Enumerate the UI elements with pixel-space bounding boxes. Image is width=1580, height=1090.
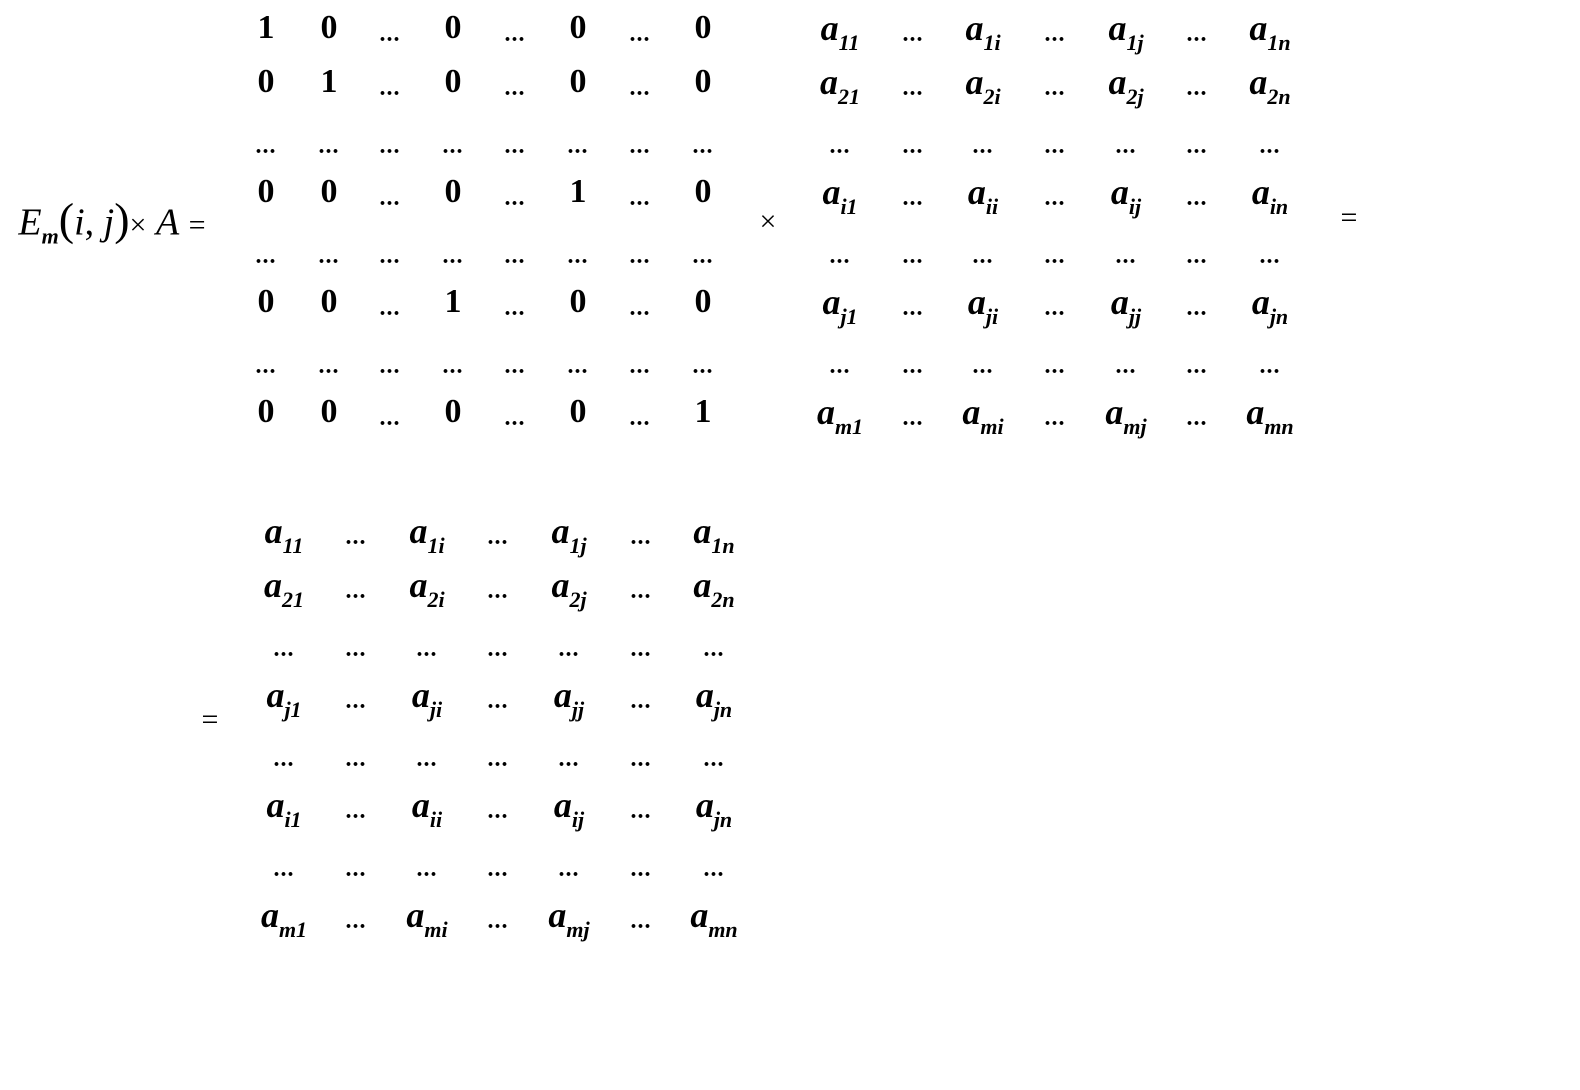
ellipsis: ... <box>558 856 580 882</box>
entry-base: a <box>965 8 984 48</box>
entry-subscript: ii <box>985 193 999 219</box>
lhs-expression <box>18 193 206 249</box>
lhs-rparen: ) <box>114 193 130 245</box>
lhs-equals: = <box>188 208 206 242</box>
ellipsis: ... <box>504 185 526 211</box>
matrix-entry <box>553 785 585 832</box>
ellipsis: ... <box>416 856 438 882</box>
entry-base: a <box>967 282 986 322</box>
entry-subscript: m1 <box>834 413 864 439</box>
ellipsis: ... <box>1044 405 1066 431</box>
matrix-entry <box>822 282 858 329</box>
entry-base: a <box>820 62 838 102</box>
matrix-entry <box>266 785 302 832</box>
matrix-entry <box>551 565 587 612</box>
entry-base: a <box>1249 62 1268 102</box>
ellipsis: ... <box>567 133 589 159</box>
entry-base: a <box>551 565 570 605</box>
matrix-entry <box>965 62 1001 109</box>
matrix-entry <box>264 511 304 558</box>
matrix-number: 0 <box>444 9 462 46</box>
ellipsis: ... <box>629 243 651 269</box>
entry-subscript: 2i <box>427 586 445 612</box>
lhs-i: i <box>74 201 85 244</box>
entry-subscript: jn <box>713 806 733 832</box>
ellipsis: ... <box>703 746 725 772</box>
matrix-number: 0 <box>569 9 587 46</box>
entry-subscript: 1j <box>1126 29 1144 55</box>
entry-base: a <box>266 675 285 715</box>
ellipsis: ... <box>345 636 367 662</box>
entry-subscript: mi <box>424 916 448 942</box>
entry-subscript: 1i <box>983 29 1001 55</box>
matrix-entry <box>1108 62 1144 109</box>
ellipsis: ... <box>487 908 509 934</box>
matrix-entry <box>1246 392 1294 439</box>
ellipsis: ... <box>442 353 464 379</box>
ellipsis: ... <box>703 636 725 662</box>
ellipsis: ... <box>902 75 924 101</box>
entry-subscript: j1 <box>840 303 858 329</box>
ellipsis: ... <box>630 798 652 824</box>
entry-subscript: jj <box>571 696 585 722</box>
ellipsis: ... <box>972 133 994 159</box>
ellipsis: ... <box>379 185 401 211</box>
matrix-number: 1 <box>569 173 587 210</box>
ellipsis: ... <box>487 578 509 604</box>
entry-base: a <box>1110 172 1129 212</box>
ellipsis: ... <box>629 21 651 47</box>
ellipsis: ... <box>416 746 438 772</box>
entry-subscript: mj <box>1123 413 1147 439</box>
ellipsis: ... <box>504 133 526 159</box>
entry-base: a <box>264 565 282 605</box>
ellipsis: ... <box>442 243 464 269</box>
matrix-number: 0 <box>569 283 587 320</box>
ellipsis: ... <box>1259 133 1281 159</box>
ellipsis: ... <box>487 636 509 662</box>
matrix-number: 0 <box>320 9 338 46</box>
matrix-entry <box>1110 172 1142 219</box>
matrix-number: 0 <box>569 63 587 100</box>
entry-subscript: j1 <box>284 696 302 722</box>
entry-subscript: 11 <box>282 532 304 558</box>
matrix-entry <box>260 895 308 942</box>
ellipsis: ... <box>902 405 924 431</box>
ellipsis: ... <box>567 243 589 269</box>
ellipsis: ... <box>629 133 651 159</box>
entry-subscript: i1 <box>284 806 302 832</box>
matrix-number: 0 <box>320 393 338 430</box>
ellipsis: ... <box>504 21 526 47</box>
entry-base: a <box>695 675 714 715</box>
matrix-number: 0 <box>257 63 275 100</box>
matrix-entry <box>1249 8 1291 55</box>
ellipsis: ... <box>442 133 464 159</box>
ellipsis: ... <box>692 133 714 159</box>
matrix-entry <box>967 282 999 329</box>
ellipsis: ... <box>487 746 509 772</box>
entry-subscript: jj <box>1128 303 1142 329</box>
entry-base: a <box>962 392 981 432</box>
matrix-number: 0 <box>694 63 712 100</box>
matrix-number: 0 <box>569 393 587 430</box>
ellipsis: ... <box>273 856 295 882</box>
entry-base: a <box>1249 8 1268 48</box>
entry-base: a <box>1251 282 1270 322</box>
ellipsis: ... <box>1044 295 1066 321</box>
ellipsis: ... <box>318 133 340 159</box>
entry-subscript: jn <box>713 696 733 722</box>
entry-base: a <box>260 895 279 935</box>
ellipsis: ... <box>558 636 580 662</box>
entry-base: a <box>553 785 572 825</box>
ellipsis: ... <box>1044 133 1066 159</box>
ellipsis: ... <box>1186 185 1208 211</box>
ellipsis: ... <box>1044 353 1066 379</box>
ellipsis: ... <box>345 746 367 772</box>
ellipsis: ... <box>902 21 924 47</box>
entry-subscript: 1n <box>711 532 735 558</box>
matrix-entry <box>695 785 733 832</box>
entry-base: a <box>822 282 841 322</box>
entry-base: a <box>1110 282 1129 322</box>
entry-base: a <box>965 62 984 102</box>
matrix-entry <box>551 511 587 558</box>
matrix-number: 0 <box>320 283 338 320</box>
lhs-lparen: ( <box>58 193 75 245</box>
entry-base: a <box>411 675 430 715</box>
ellipsis: ... <box>703 856 725 882</box>
matrix-entry <box>406 895 448 942</box>
matrix-number: 1 <box>694 393 712 430</box>
matrix-entry <box>1105 392 1147 439</box>
ellipsis: ... <box>345 908 367 934</box>
ellipsis: ... <box>630 688 652 714</box>
matrix-number: 1 <box>257 9 275 46</box>
ellipsis: ... <box>829 133 851 159</box>
matrix-number: 0 <box>257 173 275 210</box>
entry-base: a <box>548 895 567 935</box>
ellipsis: ... <box>1115 243 1137 269</box>
entry-base: a <box>1108 62 1127 102</box>
ellipsis: ... <box>255 133 277 159</box>
matrix-number: 0 <box>444 393 462 430</box>
matrix-number: 1 <box>444 283 462 320</box>
entry-base: a <box>1251 172 1270 212</box>
entry-subscript: ij <box>571 806 585 832</box>
matrix-number: 0 <box>320 173 338 210</box>
ellipsis: ... <box>1044 243 1066 269</box>
matrix-number: 0 <box>444 63 462 100</box>
ellipsis: ... <box>692 243 714 269</box>
ellipsis: ... <box>1186 133 1208 159</box>
matrix-entry <box>822 172 858 219</box>
entry-base: a <box>816 392 835 432</box>
ellipsis: ... <box>379 353 401 379</box>
entry-base: a <box>409 565 428 605</box>
entry-subscript: 2n <box>711 586 735 612</box>
lhs-A: A <box>155 201 180 244</box>
entry-base: a <box>695 785 714 825</box>
matrix-entry <box>411 785 443 832</box>
ellipsis: ... <box>1044 185 1066 211</box>
matrix-entry <box>411 675 443 722</box>
ellipsis: ... <box>829 243 851 269</box>
lhs-E-subscript: m <box>41 223 59 249</box>
ellipsis: ... <box>630 746 652 772</box>
ellipsis: ... <box>902 295 924 321</box>
matrix-entry <box>693 565 735 612</box>
entry-base: a <box>967 172 986 212</box>
ellipsis: ... <box>1186 295 1208 321</box>
ellipsis: ... <box>1259 243 1281 269</box>
entry-subscript: 1j <box>569 532 587 558</box>
entry-base: a <box>266 785 285 825</box>
entry-base: a <box>820 8 839 48</box>
ellipsis: ... <box>345 688 367 714</box>
times-operator: × <box>759 205 777 238</box>
entry-subscript: 2j <box>569 586 587 612</box>
ellipsis: ... <box>1044 75 1066 101</box>
ellipsis: ... <box>504 353 526 379</box>
ellipsis: ... <box>902 185 924 211</box>
ellipsis: ... <box>345 578 367 604</box>
ellipsis: ... <box>1115 133 1137 159</box>
ellipsis: ... <box>1186 21 1208 47</box>
entry-subscript: 2i <box>983 83 1001 109</box>
entry-base: a <box>553 675 572 715</box>
matrix-number: 0 <box>257 283 275 320</box>
entry-subscript: mi <box>980 413 1004 439</box>
ellipsis: ... <box>273 636 295 662</box>
matrix-entry <box>965 8 1001 55</box>
matrix-number: 0 <box>444 173 462 210</box>
entry-subscript: ii <box>429 806 443 832</box>
ellipsis: ... <box>972 353 994 379</box>
ellipsis: ... <box>504 243 526 269</box>
ellipsis: ... <box>379 21 401 47</box>
entry-base: a <box>264 511 283 551</box>
ellipsis: ... <box>487 798 509 824</box>
ellipsis: ... <box>1186 405 1208 431</box>
ellipsis: ... <box>487 524 509 550</box>
entry-base: a <box>406 895 425 935</box>
equals-left: = <box>201 703 219 736</box>
ellipsis: ... <box>829 353 851 379</box>
ellipsis: ... <box>318 353 340 379</box>
entry-subscript: 2j <box>1126 83 1144 109</box>
matrix-number: 0 <box>694 283 712 320</box>
ellipsis: ... <box>972 243 994 269</box>
matrix-entry <box>553 675 585 722</box>
entry-base: a <box>690 895 709 935</box>
ellipsis: ... <box>630 524 652 550</box>
entry-base: a <box>693 511 712 551</box>
ellipsis: ... <box>902 353 924 379</box>
ellipsis: ... <box>902 133 924 159</box>
ellipsis: ... <box>1186 75 1208 101</box>
ellipsis: ... <box>416 636 438 662</box>
entry-subscript: mn <box>708 916 738 942</box>
matrix-entry <box>1251 172 1289 219</box>
ellipsis: ... <box>629 295 651 321</box>
entry-subscript: 21 <box>282 586 304 612</box>
ellipsis: ... <box>629 75 651 101</box>
ellipsis: ... <box>379 133 401 159</box>
entry-subscript: ij <box>1128 193 1142 219</box>
ellipsis: ... <box>629 405 651 431</box>
matrix-entry <box>820 62 860 109</box>
matrix-number: 0 <box>694 9 712 46</box>
entry-subscript: 21 <box>838 83 860 109</box>
ellipsis: ... <box>902 243 924 269</box>
ellipsis: ... <box>487 688 509 714</box>
entry-subscript: mn <box>1264 413 1294 439</box>
ellipsis: ... <box>318 243 340 269</box>
ellipsis: ... <box>1044 21 1066 47</box>
entry-subscript: jn <box>1269 303 1289 329</box>
entry-base: a <box>822 172 841 212</box>
ellipsis: ... <box>255 353 277 379</box>
entry-subscript: 2n <box>1267 83 1291 109</box>
lhs-comma: , <box>84 201 95 244</box>
lhs-E: E <box>18 201 42 244</box>
ellipsis: ... <box>255 243 277 269</box>
matrix-entry <box>695 675 733 722</box>
ellipsis: ... <box>1186 353 1208 379</box>
matrix-entry <box>816 392 864 439</box>
lhs-j: j <box>103 201 115 244</box>
matrix-entry <box>266 675 302 722</box>
ellipsis: ... <box>558 746 580 772</box>
entry-base: a <box>1246 392 1265 432</box>
ellipsis: ... <box>487 856 509 882</box>
ellipsis: ... <box>630 578 652 604</box>
ellipsis: ... <box>692 353 714 379</box>
matrix-entry <box>1110 282 1142 329</box>
matrix-entry <box>264 565 304 612</box>
ellipsis: ... <box>630 856 652 882</box>
matrix-entry <box>962 392 1004 439</box>
ellipsis: ... <box>1259 353 1281 379</box>
entry-subscript: 11 <box>838 29 860 55</box>
entry-subscript: 1i <box>427 532 445 558</box>
matrix-entry <box>967 172 999 219</box>
ellipsis: ... <box>345 798 367 824</box>
ellipsis: ... <box>504 295 526 321</box>
matrix-number: 0 <box>694 173 712 210</box>
ellipsis: ... <box>379 405 401 431</box>
lhs-times: × <box>129 208 147 242</box>
ellipsis: ... <box>345 856 367 882</box>
ellipsis: ... <box>567 353 589 379</box>
matrix-entry <box>1108 8 1144 55</box>
ellipsis: ... <box>379 295 401 321</box>
entry-subscript: m1 <box>278 916 308 942</box>
matrix-entry <box>690 895 738 942</box>
entry-base: a <box>409 511 428 551</box>
matrix-entry <box>1249 62 1291 109</box>
ellipsis: ... <box>379 243 401 269</box>
entry-base: a <box>551 511 570 551</box>
entry-subscript: i1 <box>840 193 858 219</box>
entry-base: a <box>1108 8 1127 48</box>
ellipsis: ... <box>273 746 295 772</box>
matrix-number: 1 <box>320 63 338 100</box>
entry-base: a <box>411 785 430 825</box>
entry-subscript: 1n <box>1267 29 1291 55</box>
matrix-entry <box>409 565 445 612</box>
ellipsis: ... <box>345 524 367 550</box>
entry-subscript: mj <box>566 916 590 942</box>
ellipsis: ... <box>629 353 651 379</box>
matrix-number: 0 <box>257 393 275 430</box>
equals-right: = <box>1340 201 1358 234</box>
entry-subscript: ji <box>985 303 999 329</box>
matrix-entry <box>1251 282 1289 329</box>
matrix-entry <box>548 895 590 942</box>
ellipsis: ... <box>1186 243 1208 269</box>
ellipsis: ... <box>379 75 401 101</box>
matrix-entry <box>409 511 445 558</box>
entry-subscript: in <box>1269 193 1289 219</box>
ellipsis: ... <box>504 75 526 101</box>
ellipsis: ... <box>630 908 652 934</box>
entry-base: a <box>693 565 712 605</box>
matrix-entry <box>820 8 860 55</box>
ellipsis: ... <box>1115 353 1137 379</box>
entry-subscript: ji <box>429 696 443 722</box>
entry-base: a <box>1105 392 1124 432</box>
ellipsis: ... <box>630 636 652 662</box>
ellipsis: ... <box>504 405 526 431</box>
ellipsis: ... <box>629 185 651 211</box>
matrix-entry <box>693 511 735 558</box>
